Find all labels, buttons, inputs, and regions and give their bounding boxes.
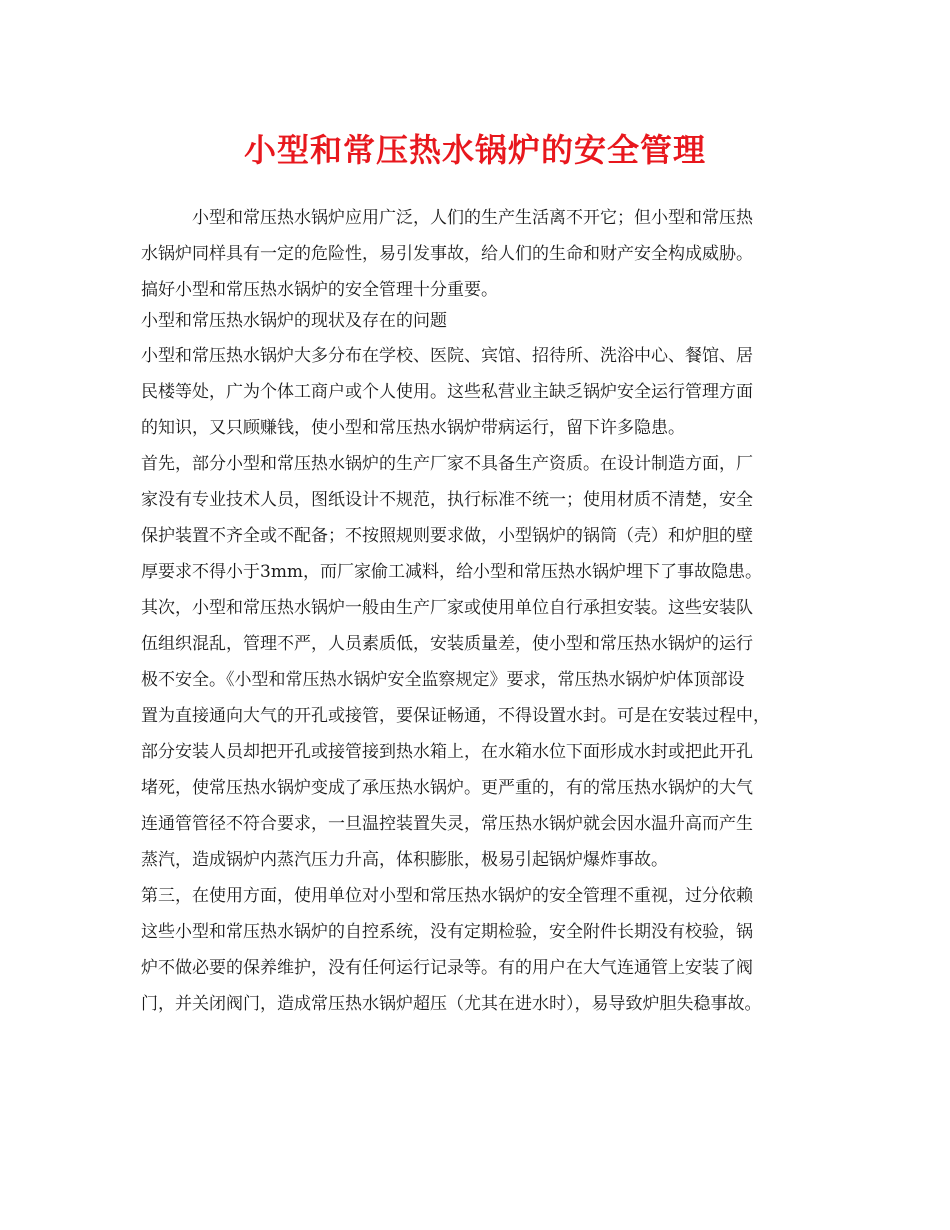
body-line: 厚要求不得小于3mm，而厂家偷工减料，给小型和常压热水锅炉埋下了事故隐患。 <box>141 562 763 582</box>
body-line: 第三，在使用方面，使用单位对小型和常压热水锅炉的安全管理不重视，过分依赖 <box>141 886 753 906</box>
body-line: 伍组织混乱，管理不严，人员素质低，安装质量差，使小型和常压热水锅炉的运行 <box>141 634 753 654</box>
body-line: 小型和常压热水锅炉大多分布在学校、医院、宾馆、招待所、洗浴中心、餐馆、居 <box>141 346 753 366</box>
body-line: 极不安全。《小型和常压热水锅炉安全监察规定》要求，常压热水锅炉炉体顶部设 <box>141 670 745 690</box>
body-line: 保护装置不齐全或不配备；不按照规则要求做，小型锅炉的锅筒（壳）和炉胆的壁 <box>141 526 753 546</box>
document-title: 小型和常压热水锅炉的安全管理 <box>243 131 706 169</box>
body-line: 首先，部分小型和常压热水锅炉的生产厂家不具备生产资质。在设计制造方面，厂 <box>141 454 753 474</box>
body-line: 连通管管径不符合要求，一旦温控装置失灵，常压热水锅炉就会因水温升高而产生 <box>141 814 753 834</box>
body-line: 水锅炉同样具有一定的危险性，易引发事故，给人们的生命和财产安全构成威胁。 <box>141 244 753 264</box>
body-line: 门，并关闭阀门，造成常压热水锅炉超压（尤其在进水时），易导致炉胆失稳事故。 <box>141 994 762 1014</box>
section-heading: 小型和常压热水锅炉的现状及存在的问题 <box>141 311 447 331</box>
body-line: 家没有专业技术人员，图纸设计不规范，执行标准不统一；使用材质不清楚，安全 <box>141 490 753 510</box>
body-line: 的知识，又只顾赚钱，使小型和常压热水锅炉带病运行，留下许多隐患。 <box>141 418 685 438</box>
body-line: 部分安装人员却把开孔或接管接到热水箱上，在水箱水位下面形成水封或把此开孔 <box>141 742 753 762</box>
body-line: 小型和常压热水锅炉应用广泛，人们的生产生活离不开它；但小型和常压热 <box>141 208 753 228</box>
body-line: 蒸汽，造成锅炉内蒸汽压力升高，体积膨胀，极易引起锅炉爆炸事故。 <box>141 850 668 870</box>
body-line: 炉不做必要的保养维护，没有任何运行记录等。有的用户在大气连通管上安装了阀 <box>141 958 753 978</box>
body-line: 其次，小型和常压热水锅炉一般由生产厂家或使用单位自行承担安装。这些安装队 <box>141 598 753 618</box>
body-line: 搞好小型和常压热水锅炉的安全管理十分重要。 <box>141 280 498 300</box>
body-line: 置为直接通向大气的开孔或接管，要保证畅通，不得设置水封。可是在安装过程中， <box>141 706 770 726</box>
body-line: 这些小型和常压热水锅炉的自控系统，没有定期检验，安全附件长期没有校验，锅 <box>141 922 753 942</box>
body-line: 堵死，使常压热水锅炉变成了承压热水锅炉。更严重的，有的常压热水锅炉的大气 <box>141 778 753 798</box>
body-line: 民楼等处，广为个体工商户或个人使用。这些私营业主缺乏锅炉安全运行管理方面 <box>141 382 753 402</box>
document-body <box>141 200 823 1022</box>
